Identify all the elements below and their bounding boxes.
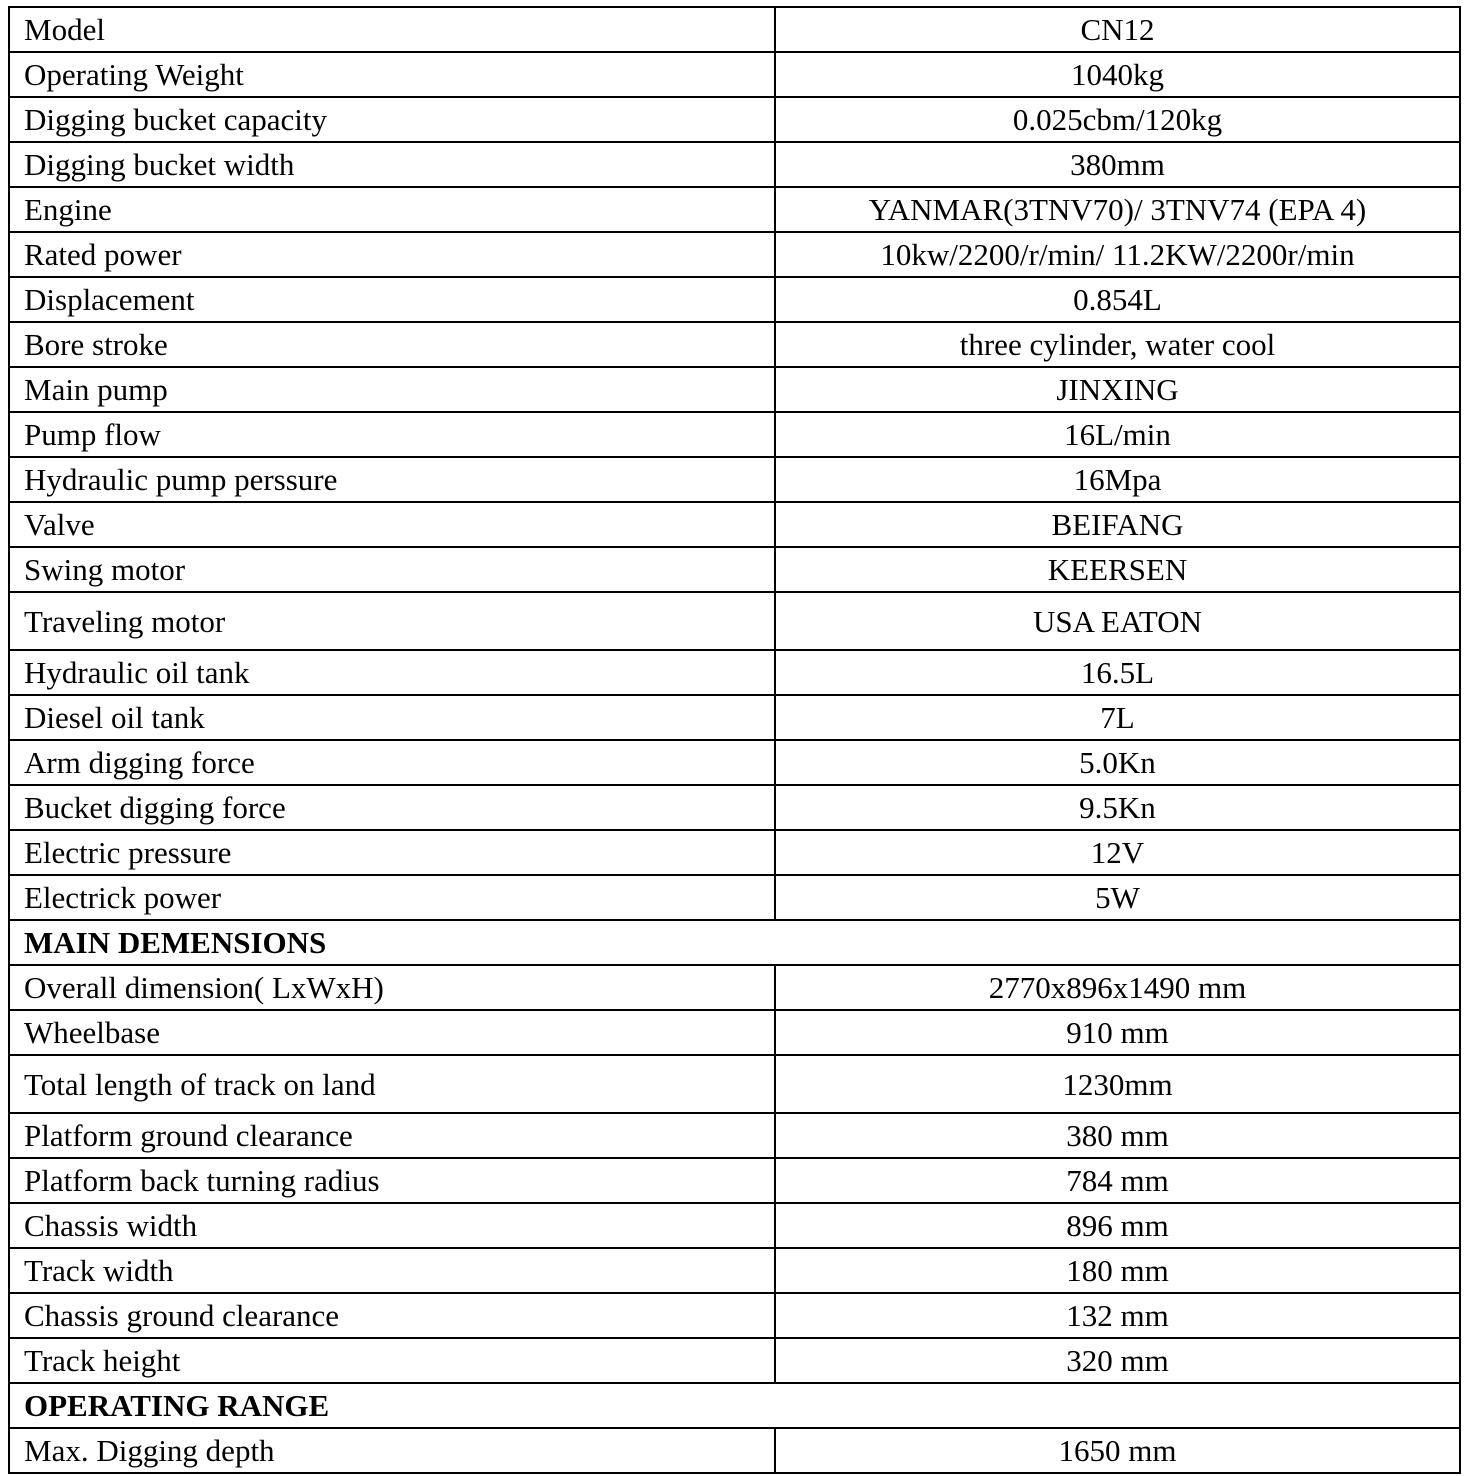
- spec-value: 12V: [775, 830, 1460, 875]
- spec-row: [9, 367, 1460, 412]
- spec-value: 10kw/2200/r/min/ 11.2KW/2200r/min: [775, 232, 1460, 277]
- spec-row: [9, 965, 1460, 1010]
- spec-parameter: Displacement: [9, 277, 775, 322]
- spec-value: 380mm: [775, 142, 1460, 187]
- spec-parameter: Operating Weight: [9, 52, 775, 97]
- spec-value: YANMAR(3TNV70)/ 3TNV74 (EPA 4): [775, 187, 1460, 232]
- spec-row: [9, 232, 1460, 277]
- spec-parameter: Bucket digging force: [9, 785, 775, 830]
- spec-value: 16L/min: [775, 412, 1460, 457]
- spec-row: [9, 412, 1460, 457]
- spec-row: [9, 277, 1460, 322]
- spec-value: 180 mm: [775, 1248, 1460, 1293]
- spec-value: 16.5L: [775, 650, 1460, 695]
- spec-parameter: Track height: [9, 1338, 775, 1383]
- spec-parameter: Platform ground clearance: [9, 1113, 775, 1158]
- spec-parameter: Rated power: [9, 232, 775, 277]
- spec-row: [9, 785, 1460, 830]
- spec-parameter: Arm digging force: [9, 740, 775, 785]
- spec-row: [9, 1055, 1460, 1113]
- spec-row: [9, 1158, 1460, 1203]
- spec-value: 132 mm: [775, 1293, 1460, 1338]
- spec-row: [9, 1338, 1460, 1383]
- spec-value: 896 mm: [775, 1203, 1460, 1248]
- spec-parameter: Hydraulic pump perssure: [9, 457, 775, 502]
- spec-row: [9, 1203, 1460, 1248]
- spec-parameter: Main pump: [9, 367, 775, 412]
- section-title: OPERATING RANGE: [9, 1383, 1460, 1428]
- spec-parameter: Model: [9, 7, 775, 52]
- spec-parameter: Track width: [9, 1248, 775, 1293]
- spec-row: [9, 740, 1460, 785]
- spec-row: [9, 1293, 1460, 1338]
- spec-value: three cylinder, water cool: [775, 322, 1460, 367]
- spec-row: [9, 502, 1460, 547]
- section-header-row: [9, 1383, 1460, 1428]
- spec-row: [9, 457, 1460, 502]
- spec-parameter: Digging bucket width: [9, 142, 775, 187]
- spec-parameter: Chassis ground clearance: [9, 1293, 775, 1338]
- spec-table: [8, 6, 1461, 1474]
- spec-row: [9, 875, 1460, 920]
- spec-parameter: Pump flow: [9, 412, 775, 457]
- spec-value: 320 mm: [775, 1338, 1460, 1383]
- spec-row: [9, 1428, 1460, 1473]
- spec-value: 1040kg: [775, 52, 1460, 97]
- spec-parameter: Wheelbase: [9, 1010, 775, 1055]
- spec-parameter: Electrick power: [9, 875, 775, 920]
- spec-row: [9, 592, 1460, 650]
- spec-row: [9, 830, 1460, 875]
- spec-value: 2770x896x1490 mm: [775, 965, 1460, 1010]
- spec-parameter: Electric pressure: [9, 830, 775, 875]
- spec-row: [9, 142, 1460, 187]
- spec-value: USA EATON: [775, 592, 1460, 650]
- spec-value: KEERSEN: [775, 547, 1460, 592]
- spec-row: [9, 650, 1460, 695]
- spec-parameter: Total length of track on land: [9, 1055, 775, 1113]
- spec-table-body: [9, 7, 1460, 1473]
- spec-row: [9, 1248, 1460, 1293]
- spec-value: 9.5Kn: [775, 785, 1460, 830]
- spec-value: 1650 mm: [775, 1428, 1460, 1473]
- spec-value: 1230mm: [775, 1055, 1460, 1113]
- spec-value: 0.025cbm/120kg: [775, 97, 1460, 142]
- spec-parameter: Bore stroke: [9, 322, 775, 367]
- spec-row: [9, 52, 1460, 97]
- spec-row: [9, 187, 1460, 232]
- spec-parameter: Chassis width: [9, 1203, 775, 1248]
- spec-row: [9, 322, 1460, 367]
- spec-value: 380 mm: [775, 1113, 1460, 1158]
- spec-row: [9, 7, 1460, 52]
- spec-parameter: Platform back turning radius: [9, 1158, 775, 1203]
- spec-value: 784 mm: [775, 1158, 1460, 1203]
- spec-parameter: Diesel oil tank: [9, 695, 775, 740]
- spec-parameter: Digging bucket capacity: [9, 97, 775, 142]
- spec-value: 5W: [775, 875, 1460, 920]
- spec-parameter: Hydraulic oil tank: [9, 650, 775, 695]
- spec-value: 7L: [775, 695, 1460, 740]
- spec-value: 910 mm: [775, 1010, 1460, 1055]
- spec-row: [9, 1010, 1460, 1055]
- spec-row: [9, 97, 1460, 142]
- spec-parameter: Traveling motor: [9, 592, 775, 650]
- spec-parameter: Max. Digging depth: [9, 1428, 775, 1473]
- spec-value: 5.0Kn: [775, 740, 1460, 785]
- spec-value: 0.854L: [775, 277, 1460, 322]
- spec-parameter: Valve: [9, 502, 775, 547]
- spec-value: CN12: [775, 7, 1460, 52]
- spec-row: [9, 547, 1460, 592]
- section-header-row: [9, 920, 1460, 965]
- spec-parameter: Overall dimension( LxWxH): [9, 965, 775, 1010]
- spec-parameter: Swing motor: [9, 547, 775, 592]
- section-title: MAIN DEMENSIONS: [9, 920, 1460, 965]
- spec-value: BEIFANG: [775, 502, 1460, 547]
- spec-value: 16Mpa: [775, 457, 1460, 502]
- spec-row: [9, 695, 1460, 740]
- spec-parameter: Engine: [9, 187, 775, 232]
- spec-value: JINXING: [775, 367, 1460, 412]
- spec-row: [9, 1113, 1460, 1158]
